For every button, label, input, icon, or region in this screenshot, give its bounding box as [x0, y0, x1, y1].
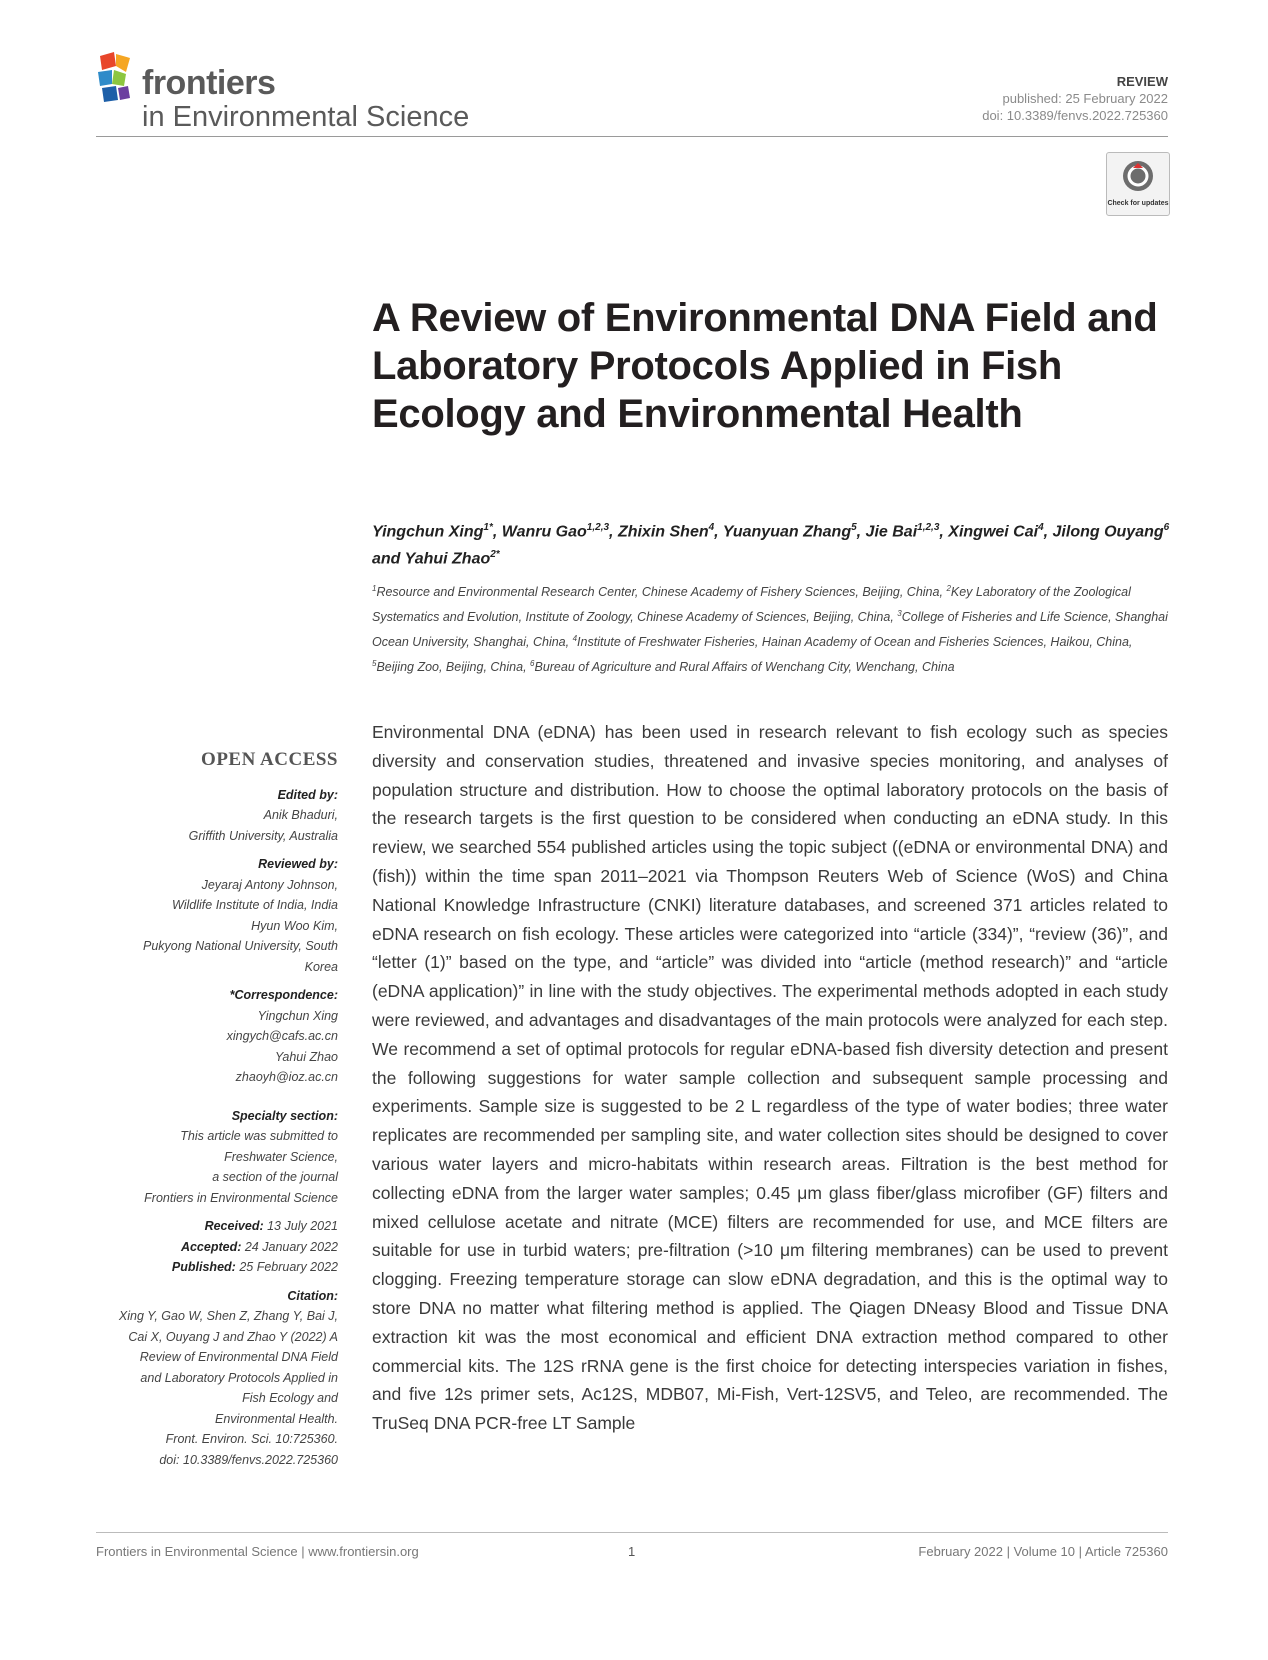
- journal-name: in Environmental Science: [142, 101, 470, 133]
- accepted-value: 24 January 2022: [244, 1239, 338, 1254]
- specialty-line: This article was submitted to: [180, 1129, 338, 1143]
- author-affiliation-marker: 1,2,3: [586, 522, 610, 533]
- footer-divider: [96, 1532, 1168, 1533]
- citation-line: Cai X, Ouyang J and Zhao Y (2022) A: [128, 1329, 338, 1344]
- edited-by-label: Edited by:: [277, 787, 338, 802]
- author-affiliation-marker: 1*: [483, 522, 493, 533]
- accepted-label: Accepted:: [180, 1239, 242, 1254]
- specialty-line: a section of the journal: [212, 1170, 338, 1184]
- specialty-section-label: Specialty section:: [231, 1108, 338, 1123]
- citation-line: Fish Ecology and: [242, 1391, 338, 1405]
- specialty-line: Freshwater Science,: [224, 1149, 338, 1164]
- specialty-line: Frontiers in Environmental Science: [144, 1190, 338, 1205]
- published-value: 25 February 2022: [239, 1260, 338, 1274]
- received-value: 13 July 2021: [267, 1219, 338, 1233]
- received-date: [96, 1216, 338, 1237]
- affiliation-text: Institute of Freshwater Fisheries, Hainan Academy of Ocean and Fisheries Sciences, Haikou, China,: [577, 635, 1133, 650]
- article-meta: [982, 73, 1168, 124]
- reviewer-line: Jeyaraj Antony Johnson,: [201, 877, 338, 892]
- frontiers-logo-icon: [96, 50, 140, 104]
- author-name[interactable]: Jie Bai: [865, 523, 918, 541]
- page-number: 1: [628, 1544, 636, 1559]
- author-name[interactable]: Wanru Gao: [501, 523, 587, 541]
- author-affiliation-marker: 2*: [490, 549, 500, 561]
- check-updates-label: Check for updates: [1107, 200, 1169, 207]
- received-label: Received:: [204, 1219, 264, 1233]
- footer-journal-link[interactable]: Frontiers in Environmental Science | www.frontiersin.org: [96, 1544, 419, 1559]
- affiliation-text: Bureau of Agriculture and Rural Affairs of Wenchang City, Wenchang, China: [534, 660, 955, 675]
- article-title: A Review of Environmental DNA Field and Laboratory Protocols Applied in Fish Ecology and Environmental Health: [372, 296, 1158, 436]
- correspondent-name: Yingchun Xing: [257, 1008, 338, 1023]
- footer-issue-info: February 2022 | Volume 10 | Article 725360: [918, 1544, 1168, 1559]
- header-divider: [96, 136, 1168, 137]
- affiliation-text: Beijing Zoo, Beijing, China,: [376, 660, 527, 675]
- correspondence-label: *Correspondence:: [229, 988, 338, 1002]
- affiliation-text: Resource and Environmental Research Center, Chinese Academy of Fishery Sciences, Beijing, China,: [376, 585, 943, 600]
- editor-affiliation: Griffith University, Australia: [188, 828, 338, 843]
- author-affiliation-marker: 4: [1038, 522, 1044, 533]
- affiliation-marker: 3: [897, 609, 902, 619]
- editor-name: Anik Bhaduri,: [263, 808, 338, 822]
- correspondent-email-link[interactable]: zhaoyh@ioz.ac.cn: [235, 1070, 338, 1084]
- author-affiliation-marker: 6: [1163, 522, 1170, 533]
- author-affiliation-marker: 4: [708, 522, 715, 533]
- author-list: Yingchun Xing$^{1*}$, Wanru Gao$^{1,2,3}$, Zhixin Shen$^4$, Yuanyuan Zhang$^5$, Jie Bai$^{1,2,3}$, Xingwei Cai$^4$, Jilong Ouyang$^6$ and Yahui Zhao$^{2*}$: [372, 522, 1170, 568]
- correspondent-email-link[interactable]: xingych@cafs.ac.cn: [226, 1029, 338, 1043]
- reviewer-line: Hyun Woo Kim,: [251, 918, 338, 933]
- affiliation-marker: 4: [572, 634, 578, 644]
- affiliations: [372, 578, 1172, 679]
- published-date: published: 25 February 2022: [1002, 91, 1168, 106]
- logo-wordmark: frontiers: [142, 64, 276, 102]
- affiliation-marker: 2: [946, 584, 951, 593]
- article-info-sidebar: [96, 750, 338, 1470]
- article-doi[interactable]: doi: 10.3389/fenvs.2022.725360: [982, 108, 1168, 123]
- citation-doi-link[interactable]: doi: 10.3389/fenvs.2022.725360: [159, 1452, 338, 1467]
- accepted-date: [96, 1237, 338, 1258]
- author-affiliation-marker: 5: [851, 522, 857, 533]
- citation-line: Environmental Health.: [215, 1411, 338, 1426]
- update-badge-icon: [1121, 159, 1155, 193]
- abstract-text: Environmental DNA (eDNA) has been used in research relevant to fish ecology such as species diversity and conservation studies, threatened and invasive species monitoring, and analyses of population structure and distribution. How to choose the optimal laboratory protocols on the basis of the research targets is the first question to be considered when conducting an eDNA study. In this review, we searched 554 published articles using the topic subject ((eDNA or environmental DNA) and (fish)) within the time span 2011–2021 via Thompson Reuters Web of Science (WoS) and China National Knowledge Infrastructure (CNKI) literature databases, and screened 371 articles related to eDNA research on fish ecology. These articles were categorized into “article (334)”, “review (36)”, and “letter (1)” based on the type, and “article” was divided into “article (method research)” and “article (eDNA application)” in line with the study objectives. The experimental methods adopted in each study were reviewed, and advantages and disadvantages of the main protocols were analyzed for each step. We recommend a set of optimal protocols for regular eDNA-based fish diversity detection and present the following suggestions for water sample collection and subsequent sample processing and experiments. Sample size is suggested to be 2 L regardless of the type of water bodies; three water replicates are recommended per sampling site, and water collection sites should be designed to cover various water layers and micro-habitats within research areas. Filtration is the best method for collecting eDNA from the larger water samples; 0.45 μm glass fiber/glass microfiber (GF) filters and mixed cellulose acetate and nitrate (MCE) filters are recommended for use, and MCE filters are suitable for use in turbid waters; pre-filtration (>10 μm filtering membranes) can be used to prevent clogging. Freezing temperature storage can slow eDNA degradation, and this is the optimal way to store DNA no matter what filtering method is applied. The Qiagen DNeasy Blood and Tissue DNA extraction kit was the most economical and efficient DNA extraction method compared to other commercial kits. The 12S rRNA gene is the first choice for detecting interspecies variation in fishes, and five 12s primer sets, Ac12S, MDB07, Mi-Fish, Vert-12SV5, and Teleo, are recommended. The TruSeq DNA PCR-free LT Sample: [372, 722, 1168, 1434]
- author-name[interactable]: Yahui Zhao: [404, 550, 491, 568]
- published-label: Published:: [171, 1260, 236, 1274]
- author-name[interactable]: Yingchun Xing: [372, 523, 484, 541]
- affiliation-text: Key Laboratory of the Zoological Systematics and Evolution, Institute of Zoology, Chinese Academy of Sciences, Beijing, China,: [372, 585, 1131, 625]
- article-type: REVIEW: [1116, 74, 1168, 89]
- citation-label: Citation:: [287, 1288, 338, 1303]
- author-name[interactable]: Yuanyuan Zhang: [722, 523, 852, 541]
- affiliation-marker: 6: [530, 659, 535, 669]
- open-access-label: OPEN ACCESS: [201, 749, 338, 770]
- reviewer-line: Wildlife Institute of India, India: [172, 898, 338, 912]
- affiliation-text: College of Fisheries and Life Science, Shanghai Ocean University, Shanghai, China,: [372, 610, 1168, 650]
- author-affiliation-marker: 1,2,3: [917, 522, 940, 533]
- correspondent-name: Yahui Zhao: [274, 1049, 338, 1064]
- citation-line: and Laboratory Protocols Applied in: [140, 1370, 338, 1385]
- author-name[interactable]: Xingwei Cai: [948, 523, 1039, 541]
- citation-line: Front. Environ. Sci. 10:725360.: [165, 1432, 338, 1446]
- affiliation-marker: 1: [372, 584, 377, 593]
- author-name[interactable]: Jilong Ouyang: [1052, 523, 1164, 541]
- published-date-side: [96, 1257, 338, 1278]
- author-name[interactable]: Zhixin Shen: [617, 523, 709, 541]
- affiliation-marker: 5: [372, 659, 377, 669]
- check-for-updates-button[interactable]: [1106, 152, 1170, 216]
- reviewer-line: Pukyong National University, South: [142, 939, 338, 953]
- citation-line: Review of Environmental DNA Field: [139, 1350, 338, 1364]
- reviewer-line: Korea: [304, 959, 338, 974]
- citation-line: Xing Y, Gao W, Shen Z, Zhang Y, Bai J,: [118, 1309, 338, 1323]
- authors-and: and: [372, 550, 405, 568]
- reviewed-by-label: Reviewed by:: [258, 857, 338, 871]
